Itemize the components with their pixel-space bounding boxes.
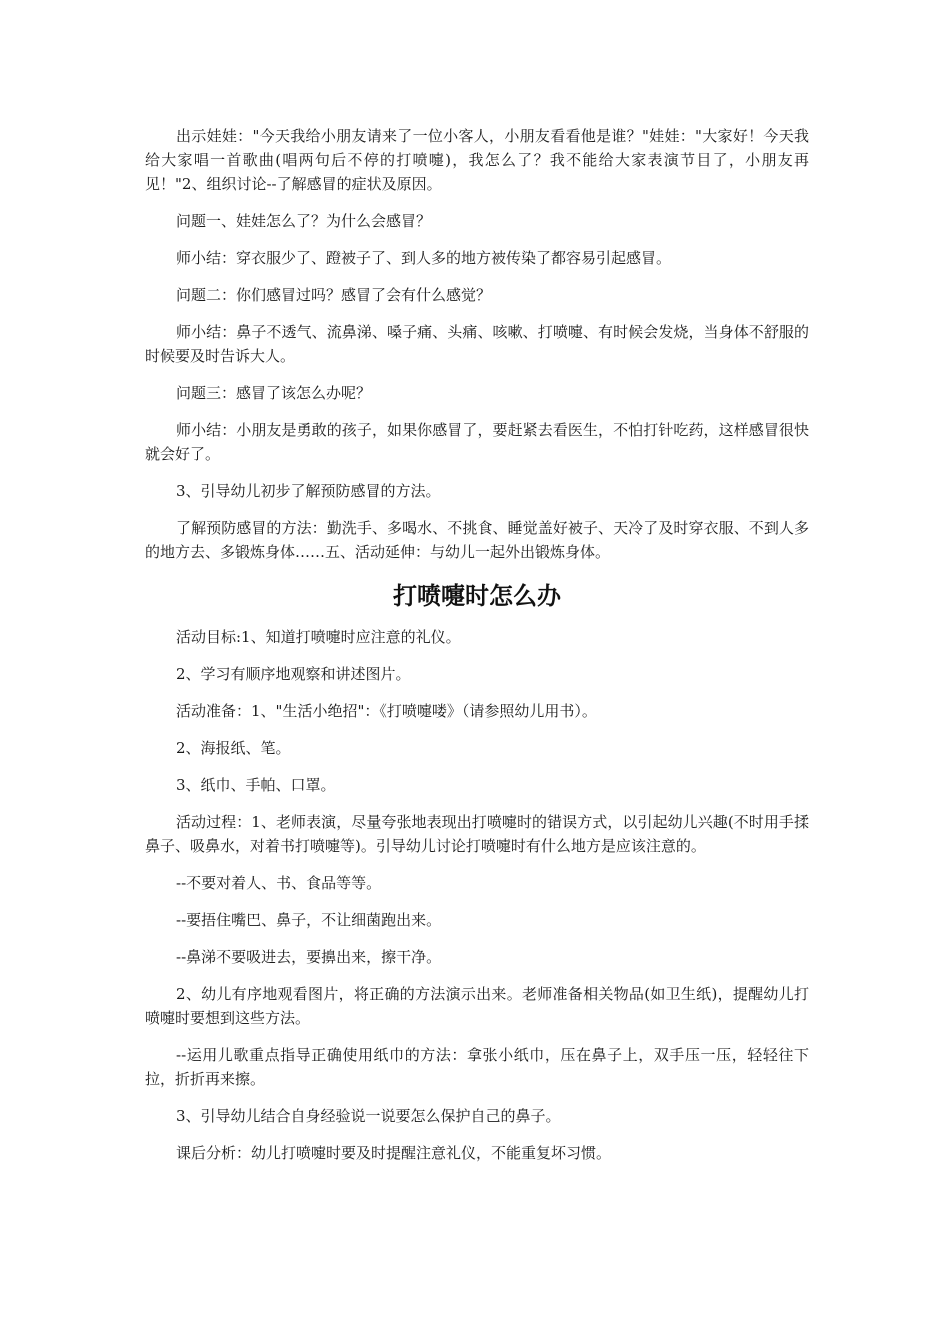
paragraph: 问题三：感冒了该怎么办呢？ [176,384,372,402]
paragraph: 问题一、娃娃怎么了？为什么会感冒？ [176,212,432,230]
paragraph: --不要对着人、书、食品等等。 [176,874,382,892]
section-sneeze-activity [145,625,809,1165]
paragraph: 活动准备：1、"生活小绝招"：《打喷嚏喽》（请参照幼儿用书）。 [176,702,597,720]
paragraph: 2、学习有顺序地观察和讲述图片。 [176,665,411,683]
paragraph: 活动目标:1、知道打喷嚏时应注意的礼仪。 [176,628,461,646]
paragraph: 师小结：小朋友是勇敢的孩子，如果你感冒了，要赶紧去看医生，不怕打针吃药，这样感冒很快就会好了。 [145,421,809,463]
document-page [145,124,809,1178]
paragraph: 课后分析：幼儿打喷嚏时要及时提醒注意礼仪，不能重复坏习惯。 [176,1144,612,1162]
paragraph: 3、引导幼儿结合自身经验说一说要怎么保护自己的鼻子。 [176,1107,561,1125]
paragraph: --要捂住嘴巴、鼻子，不让细菌跑出来。 [176,911,442,929]
section-cold-activity [145,124,809,564]
paragraph: 师小结：鼻子不透气、流鼻涕、嗓子痛、头痛、咳嗽、打喷嚏、有时候会发烧，当身体不舒服的时候要及时告诉大人。 [145,323,809,365]
paragraph: 师小结：穿衣服少了、蹬被子了、到人多的地方被传染了都容易引起感冒。 [176,249,672,267]
paragraph: --鼻涕不要吸进去，要擤出来，擦干净。 [176,948,442,966]
paragraph: 活动过程：1、老师表演，尽量夸张地表现出打喷嚏时的错误方式，以引起幼儿兴趣(不时用手揉鼻子、吸鼻水，对着书打喷嚏等)。引导幼儿讨论打喷嚏时有什么地方是应该注意的。 [145,813,809,855]
paragraph: 3、纸巾、手帕、口罩。 [176,776,336,794]
paragraph: 2、海报纸、笔。 [176,739,291,757]
paragraph: 3、引导幼儿初步了解预防感冒的方法。 [176,482,441,500]
paragraph: 2、幼儿有序地观看图片，将正确的方法演示出来。老师准备相关物品(如卫生纸)，提醒幼儿打喷嚏时要想到这些方法。 [145,985,809,1027]
paragraph: 了解预防感冒的方法：勤洗手、多喝水、不挑食、睡觉盖好被子、天冷了及时穿衣服、不到人多的地方去、多锻炼身体……五、活动延伸：与幼儿一起外出锻炼身体。 [145,519,809,561]
paragraph: 出示娃娃："今天我给小朋友请来了一位小客人，小朋友看看他是谁？"娃娃："大家好！今天我给大家唱一首歌曲(唱两句后不停的打喷嚏)，我怎么了？我不能给大家表演节目了，小朋友再见！"2、组织讨论--了解感冒的症状及原因。 [145,127,809,193]
section-title: 打喷嚏时怎么办 [393,582,561,610]
paragraph: --运用儿歌重点指导正确使用纸巾的方法：拿张小纸巾，压在鼻子上，双手压一压，轻轻往下拉，折折再来擦。 [145,1046,809,1088]
paragraph: 问题二：你们感冒过吗？感冒了会有什么感觉？ [176,286,492,304]
